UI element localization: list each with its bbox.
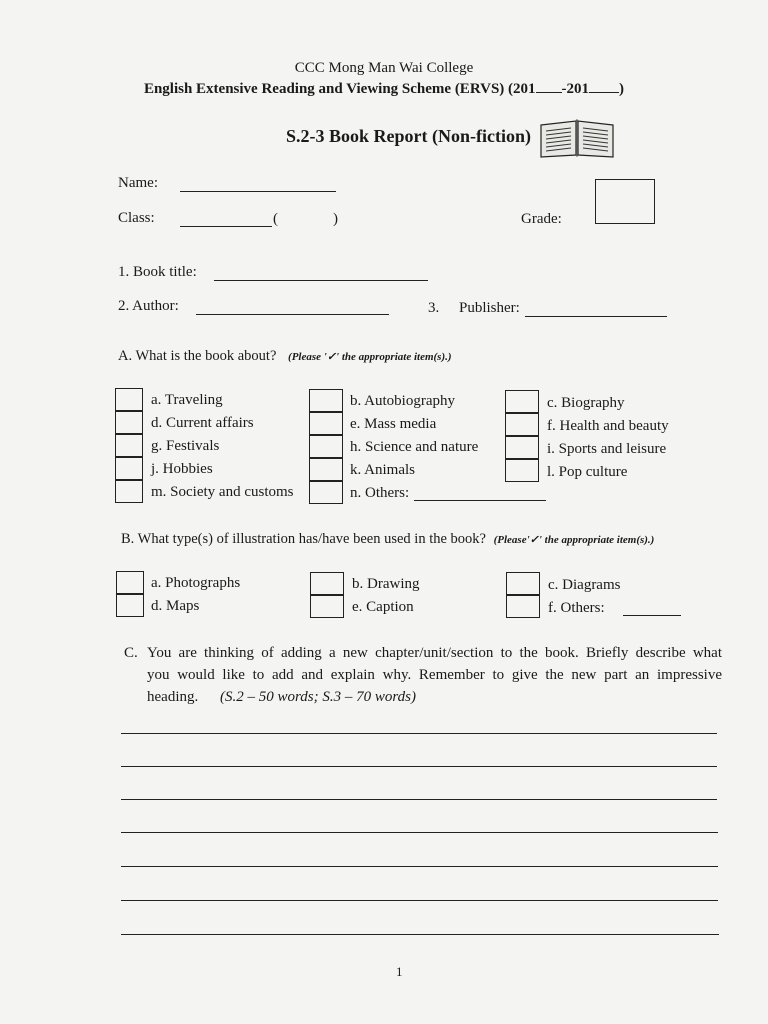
author-label: 2. Author: bbox=[118, 298, 179, 314]
option-others-a: n. Others: bbox=[350, 485, 410, 501]
writing-line-4[interactable] bbox=[121, 832, 718, 833]
checkbox-science-nature[interactable] bbox=[309, 435, 343, 458]
writing-line-2[interactable] bbox=[121, 766, 717, 767]
book-title-label: 1. Book title: bbox=[118, 264, 197, 280]
section-c-line-2: you would like to add and explain why. Remember to give the new part an impressive bbox=[147, 667, 722, 683]
class-number-paren-open: ( bbox=[273, 211, 278, 227]
option-hobbies: j. Hobbies bbox=[151, 461, 213, 477]
checkbox-festivals[interactable] bbox=[115, 434, 143, 457]
option-festivals: g. Festivals bbox=[151, 438, 220, 454]
scheme-title bbox=[0, 81, 768, 98]
option-photographs: a. Photographs bbox=[151, 575, 241, 591]
option-science-nature: h. Science and nature bbox=[350, 439, 479, 455]
grade-label: Grade: bbox=[521, 211, 562, 227]
class-number-paren-close: ) bbox=[333, 211, 338, 227]
option-maps: d. Maps bbox=[151, 598, 200, 614]
report-title: S.2-3 Book Report (Non-fiction) bbox=[286, 126, 531, 146]
checkbox-maps[interactable] bbox=[116, 594, 144, 617]
scheme-title-mid: -201 bbox=[561, 81, 590, 97]
name-field[interactable] bbox=[180, 191, 336, 192]
writing-line-3[interactable] bbox=[121, 799, 717, 800]
option-society-customs: m. Society and customs bbox=[151, 484, 294, 500]
option-caption: e. Caption bbox=[352, 599, 414, 615]
section-a-hint: (Please '✓' the appropriate item(s).) bbox=[288, 351, 452, 363]
name-label: Name: bbox=[118, 175, 158, 191]
checkbox-others-a[interactable] bbox=[309, 481, 343, 504]
writing-line-7[interactable] bbox=[121, 934, 719, 935]
class-label: Class: bbox=[118, 210, 155, 226]
publisher-label: Publisher: bbox=[459, 300, 520, 316]
option-drawing: b. Drawing bbox=[352, 576, 420, 592]
scheme-title-prefix: English Extensive Reading and Viewing Scheme (ERVS) (201 bbox=[143, 81, 536, 97]
section-c-word-hint: (S.2 – 50 words; S.3 – 70 words) bbox=[219, 689, 416, 705]
option-pop-culture: l. Pop culture bbox=[547, 464, 628, 480]
checkbox-society-customs[interactable] bbox=[115, 480, 143, 503]
checkbox-current-affairs[interactable] bbox=[115, 411, 143, 434]
grade-box[interactable] bbox=[595, 179, 655, 224]
checkbox-autobiography[interactable] bbox=[309, 389, 343, 412]
checkbox-mass-media[interactable] bbox=[309, 412, 343, 435]
book-title-field[interactable] bbox=[214, 280, 428, 281]
section-a-question bbox=[118, 348, 452, 365]
year-blank-1[interactable] bbox=[536, 92, 562, 93]
checkbox-photographs[interactable] bbox=[116, 571, 144, 594]
checkbox-others-b[interactable] bbox=[506, 595, 540, 618]
option-autobiography: b. Autobiography bbox=[350, 393, 455, 409]
writing-line-5[interactable] bbox=[121, 866, 718, 867]
section-c-label: C. bbox=[124, 645, 138, 661]
year-blank-2[interactable] bbox=[589, 92, 619, 93]
checkbox-pop-culture[interactable] bbox=[505, 459, 539, 482]
scheme-title-end: ) bbox=[619, 81, 625, 97]
publisher-number: 3. bbox=[428, 300, 440, 316]
checkbox-caption[interactable] bbox=[310, 595, 344, 618]
section-b-question bbox=[121, 531, 654, 548]
option-health-beauty: f. Health and beauty bbox=[547, 418, 669, 434]
checkbox-health-beauty[interactable] bbox=[505, 413, 539, 436]
option-diagrams: c. Diagrams bbox=[548, 577, 621, 593]
option-sports-leisure: i. Sports and leisure bbox=[547, 441, 667, 457]
school-name: CCC Mong Man Wai College bbox=[294, 60, 474, 76]
others-b-field[interactable] bbox=[623, 615, 681, 616]
option-traveling: a. Traveling bbox=[151, 392, 223, 408]
section-c-heading-word: heading. bbox=[147, 689, 199, 705]
checkbox-animals[interactable] bbox=[309, 458, 343, 481]
others-a-field[interactable] bbox=[414, 500, 546, 501]
section-c-line-1: You are thinking of adding a new chapter/unit/section to the book. Briefly describe what bbox=[147, 645, 722, 661]
publisher-field[interactable] bbox=[525, 316, 667, 317]
checkbox-drawing[interactable] bbox=[310, 572, 344, 595]
class-field[interactable] bbox=[180, 226, 272, 227]
section-c-line-3 bbox=[147, 689, 416, 706]
option-others-b: f. Others: bbox=[548, 600, 605, 616]
checkbox-traveling[interactable] bbox=[115, 388, 143, 411]
option-animals: k. Animals bbox=[350, 462, 416, 478]
section-b-question-text: B. What type(s) of illustration has/have been used in the book? bbox=[121, 531, 486, 547]
checkbox-biography[interactable] bbox=[505, 390, 539, 413]
option-current-affairs: d. Current affairs bbox=[151, 415, 254, 431]
page-number: 1 bbox=[396, 964, 403, 979]
checkbox-sports-leisure[interactable] bbox=[505, 436, 539, 459]
open-book-icon bbox=[538, 115, 616, 164]
section-b-hint: (Please'✓' the appropriate item(s).) bbox=[493, 534, 655, 546]
option-mass-media: e. Mass media bbox=[350, 416, 437, 432]
writing-line-1[interactable] bbox=[121, 733, 717, 734]
writing-line-6[interactable] bbox=[121, 900, 718, 901]
section-a-question-text: A. What is the book about? bbox=[118, 348, 277, 364]
checkbox-hobbies[interactable] bbox=[115, 457, 143, 480]
checkbox-diagrams[interactable] bbox=[506, 572, 540, 595]
author-field[interactable] bbox=[196, 314, 389, 315]
option-biography: c. Biography bbox=[547, 395, 625, 411]
